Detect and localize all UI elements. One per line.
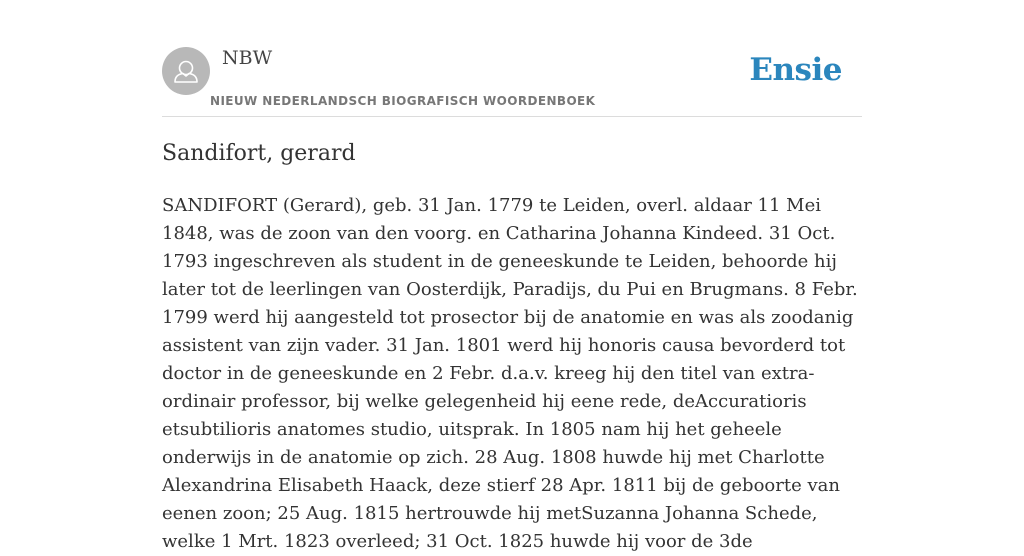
ensie-logo[interactable]: Ensie — [749, 52, 842, 88]
article-body: SANDIFORT (Gerard), geb. 31 Jan. 1779 te Leiden, overl. aldaar 11 Mei 1848, was de zoon van den voorg. en Catharina Johanna Kindeed. 31 Oct. 1793 ingeschreven als student in de geneeskunde te Leiden, behoorde hij later tot de leerlingen van Oosterdijk, Paradijs, du Pui en Brugmans. 8 Febr. 1799 werd hij aangesteld tot prosector bij de anatomie en was als zoodanig assistent van zijn vader. 31 Jan. 1801 werd hij honoris causa bevorderd tot doctor in de geneeskunde en 2 Febr. d.a.v. kreeg hij den titel van extra-ordinair professor, bij welke gelegenheid hij eene rede, deAccuratioris etsubtilioris anatomes studio, uitsprak. In 1805 nam hij het geheele onderwijs in de anatomie op zich. 28 Aug. 1808 huwde hij met Charlotte Alexandrina Elisabeth Haack, deze stierf 28 Apr. 1811 bij de geboorte van eenen zoon; 25 Aug. 1815 hertrouwde hij metSuzanna Johanna Schede, welke 1 Mrt. 1823 overleed; 31 Oct. 1825 huwde hij voor de 3de — [162, 195, 858, 552]
source-author[interactable]: NBW — [222, 47, 273, 69]
source-subtitle: NIEUW NEDERLANDSCH BIOGRAFISCH WOORDENBOEK — [210, 94, 596, 108]
user-icon[interactable] — [162, 47, 210, 95]
user-icon-glyph — [162, 47, 210, 95]
page-title: Sandifort, gerard — [162, 141, 356, 166]
source-header — [162, 0, 862, 117]
